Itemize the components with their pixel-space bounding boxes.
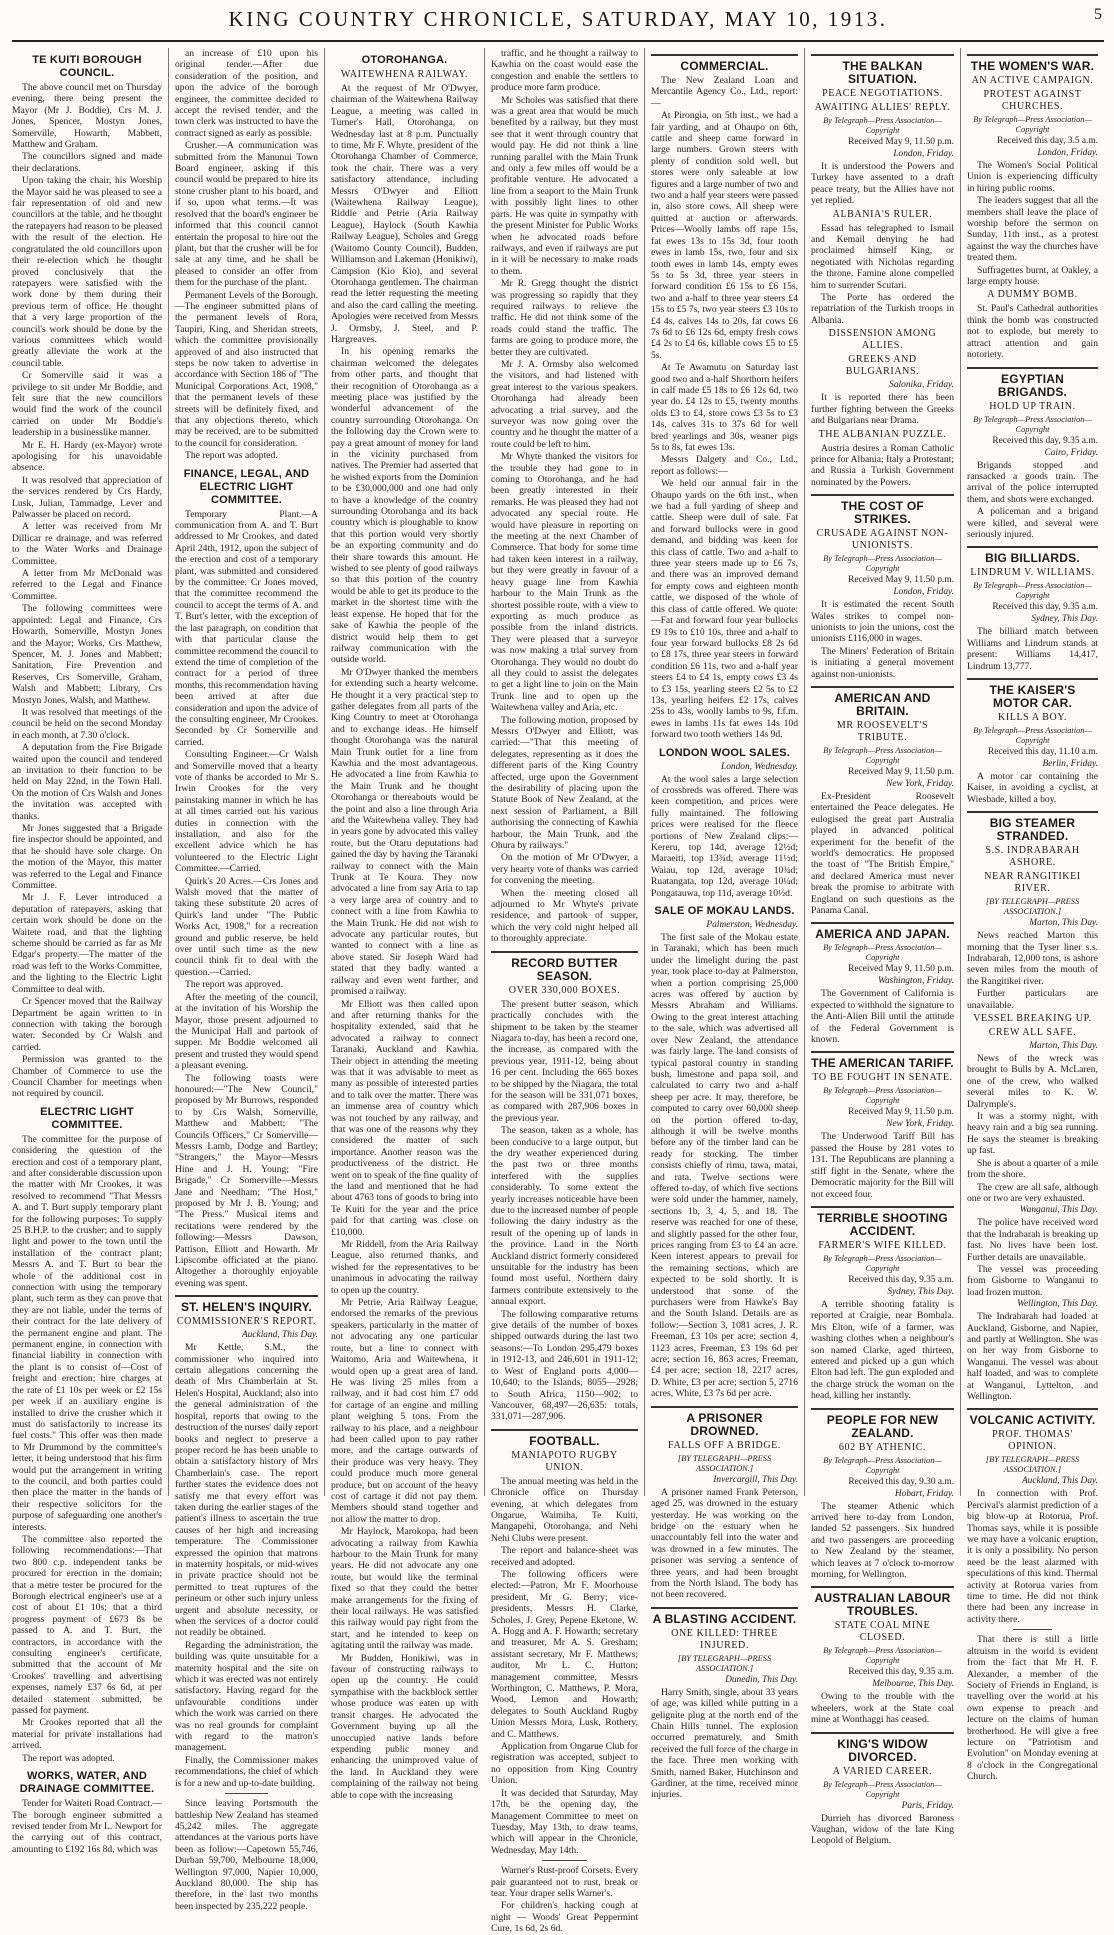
article-paragraph: Mr Scholes was satisfied that there was a great area that would be much benefited by a railway, but they must see that it went through country that would pay. He did not think a line running parallel with the Main Trunk and only a few miles off would be a profitable venture. He advocated a line from a seaport to the Main Trunk with possibly light lines to other parts. He was quite in sympathy with the present Minister for Public Works when he advocated roads before railways, and even if railways are put in it will be necessary to make roads to them. [491, 94, 638, 277]
article-paragraph: The above council met on Thursday evening, there being present the Mayor (Mr J. Boddie), Crs M. J. Jones, Spencer, Mostyn Jones, Somerville, Howarth, Mabbett, Matthew and Graham. [12, 82, 162, 151]
wire-credit: By Telegraph—Press Association—Copyright [823, 1646, 942, 1666]
article-paragraph: The present butter season, which practically concludes with the shipment to be taken by the steamer Niagara to-day, has been a record one, the increase, as compared with the previous year, 1911-12, being about 16 per cent. Including the 665 boxes to be shipped by the Niagara, the total for the season will be 331,071 boxes, as compared with 287,906 boxes in the previous year. [491, 998, 638, 1124]
article-paragraph: A letter was received from Mr Dillicar re drainage, and was referred to the Water Works and Drainage Committee. [12, 521, 162, 567]
article-headline: TERRIBLE SHOOTING ACCIDENT. [811, 1206, 954, 1238]
article-paragraph: At Pirongia, on 5th inst., we had a fair yarding, and at Ohaupo on 6th, cattle and sheep came forward in large numbers. Grown steers with plenty of condition sold well, but stores were only saleable at low figures and a large number of two and two and a half year steers were passed in, also store cows. All sheep were quitted at auction or afterwards. Prices—Woolly lambs off rape 15s, fat ewes 13s to 15s 3d, four tooth ewes in lamb 15s, two, four and six tooth ewes in lamb 14s, empty ewes 5s to 5s 3d, three year steers in forward condition £6 15s to £6 15s, two and a-half to three year steers £4 15s to £5 7s, two year steers £3 10s to £4 4s, calves 14s to 20s, fat cows £6 7s 6d to £6 12s 6d, empty fresh cows £4 2s to £4 6s, killable cows £5 to £5 5s. [651, 110, 798, 361]
article-headline: FOOTBALL. [491, 1429, 638, 1448]
article-subheading: TO BE FOUGHT IN SENATE. [812, 1072, 953, 1084]
article-paragraph: an increase of £10 upon his original tender.—After due consideration of the position, and upon the advice of the borough engineer, the committee decided to accept the revised tender, and the town clerk was instructed to have the contract signed as early as possible. [175, 48, 318, 139]
article-headline: LONDON WOOL SALES. [658, 746, 791, 759]
article-subheading: ALBANIA'S RULER. [832, 208, 933, 220]
article-paragraph: Mr Crookes reported that all the material for private installations had arrived. [12, 1717, 162, 1752]
article-paragraph: The annual meeting was held in the Chronicle office on Thursday evening, at which delegates from Ongarue, Waimiha, Te Kuiti, Mangapehi, Otorohanga, and Nehi Nehi Clubs were present. [491, 1475, 638, 1544]
article-paragraph: The committee for the purpose of considering the question of the erection and cost of a temporary plant, and after considerable discussion upon the matter with Mr Crookes, it was resolved to recommend "That Messrs A. and T. Burt supply temporary plant for the following purposes: To supply 25 B.H.P. to the crusher; and to supply light and power to the town until the installation of the contract plant; Messrs A. and T. Burt to bear the whole of the additional cost in connection with using the temporary plant, such term as they can prove that they are not liable, under the terms of their contract for the late delivery of the permanent engine and plant. The permanent engine, in connection with financial liability in connection with the plant is to consist of—Cost of freight and erection; hire charges at the rate of £1 10s per week or £2 15s per week if an auxiliary engine is installed to drive the crusher which it must do satisfactorily to increase its fuel costs." This offer was then made to Mr Drummond by the committee's letter, it being understood that his firm would put the arrangement in writing to the council, and both parties could then place the matter in the hands of their respective solicitors for the purpose of safeguarding one another's interests. [12, 1133, 162, 1533]
article-paragraph: A motor car containing the Kaiser, in avoiding a cyclist, at Wiesbade, killed a boy. [967, 770, 1098, 805]
dateline: Salonika, Friday. [889, 380, 954, 391]
article-paragraph: At the wool sales a large selection of crossbreds was offered. There was keen competition, and prices were fully maintained. The following prices were realised for the fleece portions of New Zealand clips:—Kereru, top 14d, average 12½d; Maraeiti, top 13¾d, average 11½d; Waiau, top 12d, average 10¾d; Ruatangata, top 12d, average 10¼d; Pongatauwa, top 11d, average 10½d. [651, 773, 798, 899]
article-subheading: COMMISSIONER'S REPORT. [176, 1316, 317, 1328]
article-paragraph: traffic, and he thought a railway to Kawhia on the coast would ease the congestion and enable the settlers to produce more farm produce. [491, 48, 638, 94]
article-headline: EGYPTIAN BRIGANDS. [967, 367, 1098, 399]
article-paragraph: The Government of California is expected to withhold the signature to the Anti-Alien Bill until the attitude of the Federal Government is known. [811, 988, 954, 1046]
article-paragraph: News of the wreck was brought to Bulls by A. McLaren, one of the crew, who walked several miles to K. W. Dalrymple's. [967, 1053, 1098, 1110]
article-subheading: FARMER'S WIFE KILLED. [818, 1239, 947, 1251]
wire-credit: [BY TELEGRAPH—PRESS ASSOCIATION.] [677, 1453, 772, 1473]
article-paragraph: Messrs Dalgety and Co., Ltd., report as follows:— [651, 454, 798, 477]
article-paragraph: It is reported there has been further fighting between the Greeks and Bulgarians near Drama. [811, 392, 954, 427]
article-headline: THE AMERICAN TARIFF. [811, 1051, 954, 1070]
article-paragraph: Finally, the Commissioner makes recommendations, the chief of which is for a new and up-to-date building. [175, 1754, 318, 1789]
article-paragraph: After the meeting of the council, at the invitation of his Worship the Mayor, those present adjourned to the Municipal Hall and partook of supper. Mr Boddie welcomed all present and trusted they would spend a pleasant evening. [175, 991, 318, 1072]
wire-credit: By Telegraph—Press Association—Copyright [823, 1253, 942, 1273]
article-paragraph: It is understood the Powers and Turkey have assented to a draft peace treaty, but the Allies have not yet replied. [811, 161, 954, 207]
article-subheading: LINDRUM V. WILLIAMS. [970, 567, 1095, 579]
article-paragraph: It was resolved that meetings of the council be held on the second Monday in each month, at 7.30 o'clock. [12, 706, 162, 741]
article-paragraph: Crusher.—A communication was submitted from the Manunui Town Board engineer, asking if this council would be prepared to hire its stone crusher plant to his board, and if so, upon what terms.—It was resolved that the board's engineer be informed that this council cannot entertain the proposal to hire out the plant, but that the crusher will be for sale at any time, and he shall be pleased to consider an offer from them for the purchase of the plant. [175, 140, 318, 289]
article-paragraph: The following motion, proposed by Messrs O'Dwyer and Elliott, was carried:—"That this meeting of delegates, representing as it does the different parts of the King Country affected, urge upon the Government the desirability of placing upon the Statute Book of New Zealand, at the next session of Parliament, a Bill authorising the connecting of Kawhia harbour, the Main Trunk, and the Ohura by railways." [491, 714, 638, 852]
column-5 [644, 48, 804, 1801]
article-subheading: PEACE NEGOTIATIONS. [822, 88, 943, 99]
article-paragraph: Mr E. H. Hardy (ex-Mayor) wrote apologising for his unavoidable absence. [12, 439, 162, 474]
article-paragraph: Warner's Rust-proof Corsets. Every pair guaranteed not to rust, break or tear. Your draper sells Warner's. [491, 1865, 638, 1899]
article-subheading: A VARIED CAREER. [832, 1765, 933, 1777]
wire-credit: By Telegraph—Press Association—Copyright [823, 554, 942, 574]
dateline: London, Wednesday. [721, 761, 798, 772]
article-paragraph: It was a stormy night, with heavy rain and a big sea running. He says the steamer is breaking up fast. [967, 1111, 1098, 1157]
received-time: Received May 9, 11.50 p.m. [848, 575, 954, 586]
article-headline: BIG STEAMER STRANDED. [967, 811, 1098, 843]
article-subheading: AN ACTIVE CAMPAIGN. [971, 75, 1094, 86]
received-time: Received May 9, 11.50 p.m. [848, 964, 954, 975]
article-paragraph: The crew are all safe, although one or two are very exhausted. [967, 1181, 1098, 1204]
article-paragraph: Cr Spencer moved that the Railway Department be again written to in connection with taking the borough water. Seconded by Cr Walsh and carried. [12, 996, 162, 1053]
article-headline: SALE OF MOKAU LANDS. [654, 905, 795, 918]
article-paragraph: The following committees were appointed: Legal and Finance, Crs Howarth, Somerville, Mostyn Jones and the Mayor; Works, Crs Matthew, Spencer, M. J. Jones and Mabbett; Sanitation, Fire Prevention and Reserves, Crs Somerville, Graham, Walsh and Mabbett; Library, Crs Mostyn Jones, Walsh, and Matthew. [12, 603, 162, 706]
article-paragraph: The committee also reported the following recommendations:—That two 800 c.p. independent tanks be procured for erection in the domain; that a metre tester be procured for the Borough electrical engineer's use at a cost of about £1 10s; that a third progress payment of £673 8s be passed to A. and T. Burt, the contractors, in accordance with the consulting engineer's certificate, submitted that the account of Mr Crookes' travelling and advertising expenses, namely £37 6s 6d, at per detailed statement submitted, be passed for payment. [12, 1533, 162, 1717]
article-paragraph: It is estimated the recent South Wales strikes to compel non-unionists to join the unions, cost the unionists £116,000 in wages. [811, 599, 954, 645]
wire-credit: By Telegraph—Press Association—Copyright [973, 115, 1092, 134]
article-paragraph: Mr Kettle, S.M., the commissioner who inquired into certain allegations concerning the death of Mrs Chamberlain at St. Helen's Hospital, Auckland; also into the general administration of the hospital, reports that owing to the destruction of the nurses' daily report books and neglect to preserve a proper record he has been unable to obtain a satisfactory history of Mrs Chamberlain's case. The report further states the evidence does not satisfy me that every effort was taken during the earlier stages of the patient's illness to ascertain the true causes of her high and increasing temperature. The Commissioner expressed the opinion that matrons in maternity hospitals, or mid-wives in private practice should not be permitted to treat ruptures of the perineum or other such injury unless urgent and absolute necessity, or when the services of a doctor could not readily be obtained. [175, 1342, 318, 1639]
article-subheading: FALLS OFF A BRIDGE. [668, 1439, 781, 1451]
article-paragraph: Mr Jones suggested that a Brigade fire inspector should be appointed, and that he should have sole charge. On the motion of the Mayor, this matter was referred to the Legal and Finance Committee. [12, 823, 162, 892]
article-paragraph: Mr Elliott was then called upon and after returning thanks for the hospitality extended, said that he advocated a railway to connect Taranaki, Auckland and Kawhia. Their object in attending the meeting was that it was advisable to meet as many as possible of interested parties and to talk over the matter. There was an immense area of country which was not touched by any railway, and that was one of the reasons why they considered the matter of such importance. Another reason was the productiveness of the district. He went on to speak of the fine quality of the land and mentioned that he had about 4763 tons of goods to bring into Te Kuiti for the year and the price paid for that carting was close on £10,000. [331, 998, 478, 1238]
article-paragraph: The steamer Athenic which arrived here to-day from London, landed 52 passengers. Six hundred and two passengers are proceeding to New Zealand by the steamer, which leaves at 7 o'clock to-morrow morning, for Wellington. [811, 1500, 954, 1580]
article-paragraph: Essad has telegraphed to Ismail and Kemail denying he had proclaimed himself King, or negotiated with Nicholas regarding the throne. Famine alone compelled him to surrender Scutari. [811, 222, 954, 291]
article-paragraph: Temporary Plant.—A communication from A. and T. Burt addressed to Mr Crookes, and dated April 24th, 1912, upon the subject of the erection and cost of a temporary plant, was submitted and considered by the committee. Cr Jones moved, that the committee recommend the council to accept the terms of A. and T. Burt's letter, with the exception of the last paragraph, on condition that with that particular clause the committee recommend the council to extend the time of completion of the contract for a period of three months, this recommendation having been arrived at after due consideration and upon the advice of the consulting engineer, Mr Crookes. Seconded by Cr Somerville and carried. [175, 508, 318, 748]
dateline: Wanganui, This Day. [1019, 1205, 1098, 1216]
article-paragraph: The report and balance-sheet was received and adopted. [491, 1545, 638, 1568]
article-subheading: HOLD UP TRAIN. [989, 400, 1076, 412]
received-time: Received this day, 9.30 a.m. [848, 1476, 954, 1487]
article-subheading: CRUSADE AGAINST NON-UNIONISTS. [816, 528, 949, 552]
wire-credit: By Telegraph—Press Association—Copyright [823, 943, 942, 963]
article-subheading: MR ROOSEVELT'S TRIBUTE. [836, 719, 929, 743]
article-paragraph: The police have received word that the Indrabarah is breaking up fast. No lives have been lost. Further details are unavailable. [967, 1217, 1098, 1263]
article-headline: RECORD BUTTER SEASON. [491, 951, 638, 983]
wire-credit: By Telegraph—Press Association—Copyright [823, 1086, 942, 1106]
article-headline: ELECTRIC LIGHT COMMITTEE. [40, 1105, 134, 1131]
article-paragraph: A letter from Mr McDonald was referred to the Legal and Finance Committee. [12, 568, 162, 602]
dateline: Sydney, This Day. [1031, 614, 1098, 625]
article-paragraph: For children's hacking cough at night — Woods' Great Peppermint Cure, 1s 6d, 2s 6d. [491, 1900, 638, 1935]
article-paragraph: The billiard match between Williams and Lindrum stands at present: Williams 14,417, Lindrum 13,777. [967, 626, 1098, 672]
article-paragraph: St. Paul's Cathedral authorities think the bomb was constructed not to explode, but merely to attract attention and gain notoriety. [967, 303, 1098, 361]
article-paragraph: Consulting Engineer.—Cr Walsh and Somerville moved that a hearty vote of thanks be accorded to Mr S. Irwin Crookes for the very painstaking manner in which he has at all times carried out his various duties in connection with the installation, and also for the excellent advice which he has volunteered to the Electric Light Committee.—Carried. [175, 749, 318, 875]
article-paragraph: Mr Whyte thanked the visitors for the trouble they had gone to in coming to Otorohanga, and he had been greatly interested in their remarks. He was pleased they had not advocated any special route. He would have pleasure in reporting on the meeting at the next Chamber of Commerce. That body for some time had taken keen interest in a railway, but they were greatly in favour of a heavy guage line from Kawhia harbour to the Main Trunk as the shortest possible route, with a view to exporting as much produce as possible from the inland districts. They were pleased that a surveyor was now making a trial survey from Otorohanga. They would no doubt do all they could to assist the delegates to get a light line to join on the Main Trunk line and to open up the Waitewhena valley and Aria, etc. [491, 451, 638, 714]
newspaper-title: KING COUNTRY CHRONICLE, SATURDAY, MAY 10, 1913. [228, 7, 888, 31]
article-paragraph: Since leaving Portsmouth the battleship New Zealand has steamed 45,242 miles. The aggregate attendances at the various ports have been as follow:—Capetown 55,746, Durban 59,700, Melbourne 18,000, Wellington 97,000, Napier 10,000, Auckland 80,000. The ship has therefore, in the last two months been inspected by 235,222 people. [175, 1798, 318, 1912]
article-paragraph: The season, taken as a whole, has been conducive to a large output, but the dry weather experienced during the past two or three months interfered with the supplies considerably. To some extent the yearly increases noticeable have been due to the increased number of people following the dairy industry as the result of the opening up of lands in the province. Land in the North Auckland district formerly considered unsuitable for the industry has been found most useful. Northern dairy farmers contribute extensively to the annual export. [491, 1125, 638, 1308]
article-paragraph: Ex-President Roosevelt entertained the Peace delegates. He eulogised the great part Australia played in advanced political experiment for the benefit of the world's democratics. He proposed the toast of "The British Empire," and declared America must never break the promise to arbitrate with England on such questions as the Panama Canal. [811, 790, 954, 917]
article-headline: THE WOMEN'S WAR. [967, 54, 1098, 73]
article-subheading: 602 BY ATHENIC. [838, 1441, 927, 1453]
article-paragraph: It was decided that Saturday, May 17th, be the opening day, the Management Committee to meet on Tuesday, May 13th, to draw teams, which will appear in the Chronicle, Wednesday, May 14th. [491, 1787, 638, 1856]
article-paragraph: The leaders suggest that all the members shall leave the place of worship before the sermon on Sunday, 11th inst., as a protest against the way the churches have treated them. [967, 195, 1098, 264]
article-headline: A BLASTING ACCIDENT. [651, 1607, 798, 1626]
column-6 [804, 48, 960, 1847]
article-headline: OTOROHANGA. [361, 54, 448, 66]
received-time: Received May 9, 11.50 p.m. [848, 137, 954, 147]
dateline: Berlin, Friday. [1042, 758, 1098, 769]
article-subheading: OVER 330,000 BOXES. [508, 984, 621, 996]
article-paragraph: Mr Riddell, from the Aria Railway League, also returned thanks, and wished for the representatives to be unanimous in advocating the railway to open up the country. [331, 1239, 478, 1296]
received-time: Received May 9, 11.50 p.m. [848, 1107, 954, 1118]
article-paragraph: Harry Smith, single, about 33 years of age, was killed while putting in a gelignite plug at the north end of the Chain Hills tunnel. The explosion occurred prematurely, and Smith received the full force of the charge in the face. Three men working with Smith, named Baker, Hutchinson and Gardiner, at the time, received minor injuries. [651, 1686, 798, 1801]
received-time: Received May 9, 11.50 p.m. [848, 766, 954, 777]
article-paragraph: News reached Marton this morning that the Tyser liner s.s. Indrabarah, 12,000 tons, is ashore seven miles from the mouth of the Rangitikei river. [967, 930, 1098, 987]
article-paragraph: Owing to the trouble with the wheelers, work at the State coal mine at Wonthaggi has ceased. [811, 1691, 954, 1726]
wire-credit: By Telegraph—Press Association—Copyright [973, 414, 1092, 434]
article-headline: THE COST OF STRIKES. [811, 494, 954, 526]
article-headline: AUSTRALIAN LABOUR TROUBLES. [811, 1586, 954, 1618]
dateline: Auckland, This Day. [241, 1330, 318, 1341]
article-paragraph: The report was approved. [185, 979, 284, 991]
article-paragraph: Permission was granted to the Chamber of Commerce to use the Council Chamber for meetings when not required by council. [12, 1054, 162, 1100]
dateline: Wellington, This Day. [1017, 1299, 1098, 1310]
article-headline: AMERICA AND JAPAN. [811, 922, 954, 941]
article-subheading: DISSENSION AMONG ALLIES. [828, 328, 937, 352]
article-paragraph: Mr O'Dwyer thanked the members for extending such a hearty welcome. He thought it a very practical step to gather delegates from all parts of the King Country to meet at Otorohanga and to exchange ideas. He himself thought Otorohanga was the natural Main Trunk outlet for a line from Kawhia and the most advantageous. He advocated a line from Kawhia to the Main Trunk and he thought Otorohanga or thereabouts would be the point and also a line through Aria and the Waitewhena valley. They had in years gone by advocated this valley route, but the Otaru deputations had gained the day by having the Taranaki railway to connect with the Main Trunk at Te Koura. They now advocated a line from say Aria to tap a very large area of country and to connect with a line from Kawhia to the Main Trunk. He did not wish to advocate any particular routes, but wanted to connect with a line as above stated. Sir Joseph Ward had stated that they badly wanted a railway and even went further, and promised a railway. [331, 666, 478, 998]
article-paragraph: Cr Somerville said it was a privilege to sit under Mr Boddie, and felt sure that the new councillors would find the work of the council carried on under Mr Boddie's leadership in a businesslike manner. [12, 370, 162, 439]
article-paragraph: A deputation from the Fire Brigade waited upon the council and tendered an invitation to their function to be held on May 22nd, in the Town Hall. On the motion of Crs Walsh and Jones the invitation was accepted with thanks. [12, 742, 162, 822]
article-subheading: GREEKS AND BULGARIANS. [845, 354, 920, 378]
article-paragraph: The following comparative returns give details of the number of boxes shipped outwards during the last two seasons:—To London 295,479 boxes in 1912-13, and 246,601 in 1911-12; to West of England ports 4,000—10,640; to the Islands, 8055—2928; to South Africa, 1150—902; to Vancouver, 68,497—26,635: totals, 331,071—287,906. [491, 1308, 638, 1423]
article-paragraph: The Porte has ordered the repatriation of the Turkish troops in Albania. [811, 292, 954, 326]
article-paragraph: Durrieh has divorced Baroness Vaughan, widow of the late King Leopold of Belgium. [811, 1812, 954, 1847]
article-headline: A PRISONER DROWNED. [651, 1406, 798, 1438]
article-paragraph: Suffragettes burnt, at Oakley, a large empty house. [967, 264, 1098, 288]
column-7 [960, 48, 1104, 1783]
section-divider [1013, 1629, 1052, 1630]
article-subheading: CREW ALL SAFE. [988, 1027, 1077, 1039]
article-paragraph: The following officers were elected:—Patron, Mr F. Moorhouse president, Mr G. Berry; vice-presidents, Messrs H. Clarke, Scholes, J. Grey, Pepene Eketone, W. A. Hogg and A. F. Howarth; secretary and treasurer, Mr A. S. Gresham; assistant secretary, Mr F. Matthews; auditor, Mr L. C. Hutton; management committee, Messrs Worthington, C. Matthews, P. Mora, Wood, Lemon and Howarth; delegates to South Auckland Rugby Union Messrs Mora, Lusk, Rothery, and C. Matthews. [491, 1568, 638, 1740]
article-subheading: KILLS A BOY. [998, 711, 1067, 723]
received-time: Received this day, 11.10 a.m. [988, 746, 1098, 757]
dateline: Washington, Friday. [878, 976, 954, 987]
article-paragraph: Application from Ongarue Club for registration was accepted, subject to no opposition from King Country Union. [491, 1741, 638, 1787]
column-2 [168, 48, 324, 1912]
article-paragraph: She is about a quarter of a mile from the shore. [967, 1157, 1098, 1181]
dateline: Marton, This Day. [1029, 918, 1098, 929]
received-time: Received this day, 9.35 a.m. [992, 435, 1098, 446]
article-headline: THE KAISER'S MOTOR CAR. [967, 678, 1098, 710]
article-paragraph: On the motion of Mr O'Dwyer, a very hearty vote of thanks was carried for convening the meeting. [491, 852, 638, 887]
article-headline: THE BALKAN SITUATION. [811, 54, 954, 86]
wire-credit: [BY TELEGRAPH—PRESS ASSOCIATION.] [985, 897, 1080, 917]
article-paragraph: That there is still a little altruism in the world is evident from the fact that Mr H. F. Alexander, a member of the Society of Friends in England, is travelling over the world at his own expense to preach and lecture on the claims of human brotherhood. He will give a free lecture on "Patriotism and Evolution" on Monday evening at 8 o'clock in the Congregational Church. [967, 1634, 1098, 1783]
column-3 [324, 48, 484, 1801]
wire-credit: By Telegraph—Press Association—Copyright [823, 116, 942, 135]
dateline: London, Friday. [893, 149, 954, 159]
received-time: Received this day, 3.5 a.m. [997, 136, 1098, 146]
wire-credit: [BY TELEGRAPH—PRESS ASSOCIATION.] [677, 1653, 772, 1673]
column-4 [484, 48, 644, 1935]
article-headline: AMERICAN AND BRITAIN. [811, 686, 954, 718]
article-headline: FINANCE, LEGAL, AND ELECTRIC LIGHT COMMITTEE. [183, 467, 310, 506]
dateline: Dunedin, This Day. [725, 1674, 798, 1685]
article-paragraph: A policeman and a brigand were killed, and several were seriously injured. [967, 506, 1098, 540]
dateline: Invercargill, This Day. [713, 1474, 798, 1485]
article-paragraph: The Miners' Federation of Britain is initiating a general movement against non-unionists. [811, 645, 954, 680]
page-number: 5 [1094, 6, 1102, 23]
article-paragraph: A terrible shooting fatality is reported at Craigie, near Bombala. Mrs Elton, wife of a farmer, was washing clothes when a neighbour's son named Clarke, aged thirteen, entered and picked up a gun which Elton had left. The gun exploded and the charge struck the woman on the head, killing her instantly. [811, 1298, 954, 1402]
article-paragraph: Austria desires a Roman Catholic prince for Albania; Italy a Protestant; and Russia a Turkish Government nominated by the Powers. [811, 442, 954, 488]
article-subheading: VESSEL BREAKING UP. [973, 1013, 1092, 1025]
wire-credit: By Telegraph—Press Association—Copyright [973, 725, 1092, 745]
dateline: Marton, This Day. [1029, 1041, 1098, 1052]
dateline: Palmerston, Wednesday. [706, 920, 798, 931]
received-time: Received this day, 9.35 a.m. [848, 1274, 954, 1285]
article-subheading: MANIAPOTO RUGBY UNION. [511, 1449, 618, 1473]
article-headline: KING'S WIDOW DIVORCED. [811, 1732, 954, 1764]
dateline: Cairo, Friday. [1044, 447, 1098, 458]
article-subheading: THE ALBANIAN PUZZLE. [818, 428, 947, 440]
article-paragraph: The New Zealand Loan and Mercantile Agency Co., Ltd., report:— [651, 75, 798, 109]
article-paragraph: The report was adopted. [22, 1752, 115, 1764]
wire-credit: By Telegraph—Press Association—Copyright [973, 581, 1092, 601]
wire-credit: [BY TELEGRAPH—PRESS ASSOCIATION.] [985, 1455, 1080, 1475]
dateline: New York, Friday. [886, 778, 954, 789]
article-paragraph: The following toasts were honoured:—"The New Council," proposed by Mr Burrows, responded to by Crs Walsh, Somerville, Matthew and Mabbett; "The Councils Officers," Cr Somerville—Messrs Lamb, Dodge and Bartley; "Strangers," the Mayor—Messrs Hine and J. H. Young; "Fire Brigade," Cr Somerville—Messrs Jane and Needham; "The Host," proposed by Mr J. B. Young; and "The Press." Musical items and recitations were rendered by the following:—Messrs Dawson, Pattison, Elliott and Howarth. Mr Lipscombe officiated at the piano. Altogether a thoroughly enjoyable evening was spent. [175, 1072, 318, 1289]
section-divider [225, 1793, 268, 1794]
dateline: London, Friday. [1037, 148, 1098, 158]
article-paragraph: The Women's Social Political Union is experiencing difficulty in hiring public rooms. [967, 160, 1098, 194]
article-headline: ST. HELEN'S INQUIRY. [175, 1295, 318, 1314]
dateline: Auckland, This Day. [1021, 1476, 1098, 1487]
article-headline: BIG BILLIARDS. [967, 546, 1098, 565]
received-time: Received this day, 9.35 a.m. [992, 602, 1098, 613]
article-paragraph: Further particulars are unavailable. [967, 988, 1098, 1011]
article-headline: TE KUITI BOROUGH COUNCIL. [32, 54, 142, 79]
dateline: London, Friday. [893, 587, 954, 598]
article-paragraph: Mr J. A. Ormsby also welcomed the visitors, and had listened with great interest to the various speakers. Otorohanga had already been advocating a trial survey, and the surveyor was now going over the country and he thought the matter of a route could be left to him. [491, 358, 638, 450]
article-paragraph: The Underwood Tariff Bill has passed the House by 281 votes to 131. The Republicans are planning a stiff fight in the Senate, where the Democratic majority for the Bill will not exceed four. [811, 1131, 954, 1200]
masthead [12, 4, 1104, 42]
dateline: Melbourne, This Day. [872, 1679, 954, 1690]
article-subheading: PROTEST AGAINST CHURCHES. [983, 89, 1082, 112]
article-paragraph: The report was adopted. [185, 450, 278, 462]
wire-credit: By Telegraph—Press Association—Copyright [823, 1455, 942, 1475]
article-subheading: STATE COAL MINE CLOSED. [834, 1620, 931, 1644]
article-headline: PEOPLE FOR NEW ZEALAND. [811, 1408, 954, 1440]
article-paragraph: In connection with Prof. Percival's alarmist prediction of a big blow-up at Rotorua, Prof. Thomas says, while it is possible we may have a volcanic eruption, it is only a possibility. No person need be the least alarmed with speculations of this kind. Thermal activity at Rotorua varies from time to time. He did not think there had been any increase in activity there. [967, 1488, 1098, 1625]
section-divider [542, 1860, 586, 1861]
column-1 [12, 48, 168, 1855]
wire-credit: By Telegraph—Press Association—Copyright [823, 1779, 942, 1799]
article-subheading: S.S. INDRABARAH ASHORE. [985, 845, 1080, 869]
article-subheading: AWAITING ALLIES' REPLY. [814, 102, 951, 113]
article-paragraph: When the meeting closed all adjourned to Mr Whyte's private residence, and partook of supper, which the very cold night helped all to thoroughly appreciate. [491, 887, 638, 945]
article-subheading: A DUMMY BOMB. [987, 289, 1078, 301]
article-paragraph: Mr J. F. Lever introduced a deputation of ratepayers, asking that certain work should be done on the Waitete road, and that the lighting scheme should be carried as far as Mr Edgar's property.—The matter of the road was left to the Works Committee, and the lighting to the Electric Light Committee to deal with. [12, 892, 162, 995]
dateline: Paris, Friday. [901, 1800, 954, 1811]
received-time: Received this day, 9.35 a.m. [848, 1667, 954, 1678]
dateline: Sydney, This Day. [887, 1286, 954, 1297]
article-headline: COMMERCIAL. [651, 54, 798, 73]
article-paragraph: At Te Awamutu on Saturday last good two and a-half Shorthorn heifers in calf made £5 18s to £6 12s 6d, two year do. £4 12s to £5, twenty months olds £3 to £4, store cows £3 5s to £3 14s, calves 31s to 37s 6d for well bred yearlings and 30s, weaner pigs 5s to 8s, fat ewes 13s. [651, 362, 798, 453]
article-subheading: ONE KILLED: THREE INJURED. [671, 1627, 778, 1651]
dateline: Hobart, Friday. [894, 1488, 954, 1499]
article-paragraph: Brigands stopped and ransacked a goods train. The arrival of the police interrupted them, and shots were exchanged. [967, 459, 1098, 505]
article-paragraph: The vessel was proceeding from Gisborne to Wanganui to load frozen mutton. [967, 1263, 1098, 1298]
article-paragraph: The councillors signed and made their declarations. [12, 151, 162, 174]
article-paragraph: We held our annual fair in the Ohaupo yards on the 6th inst., when we had a full yarding of sheep and cattle. Sheep were dull of sale. Fat and forward bullocks were in good demand, and bidding was keen for this class of cattle. Two and a-half to three year steers made up to £6 7s, and there was an improved demand for empty cows and eighteen month cattle, we disposed of the whole of this class of cattle offered. We quote:—Fat and forward four year bullocks £9 19s to £10 10s, three and a-half to four year forward bullocks £8 2s 6d to £8 17s, three year steers in forward condition £6 11s, two and a-half year steers £4 to £4 1s, empty cows £3 4s to £3 15s, yearling steers £2 5s to £2 13s, yearling heifers £2 17s, calves 25s to 43s, woolly lambs to 9s, f.f.m. ewes in lambs 11s fat ewes 14s 10d forward two tooth wethers 14s 9d. [651, 478, 798, 741]
article-headline: VOLCANIC ACTIVITY. [967, 1408, 1098, 1427]
article-paragraph: It was resolved that appreciation of the services rendered by Crs Hardy, Lusk, Julian, Tammadge, Lever and Palwasser be placed on record. [12, 474, 162, 521]
article-paragraph: Mr Haylock, Marokopa, had been advocating a railway from Kawhia harbour to the Main Trunk for many years. He did not advocate any one route, but would like the terminal fixed so that they could the better make arrangements for the fixing of their local railways. He was satisfied this railway would pay right from the start, and he intended to keep on agitating until the railway was made. [331, 1526, 478, 1652]
article-paragraph: At the request of Mr O'Dwyer, chairman of the Waitewhena Railway League, a meeting was called in Turner's Hall, Otorohanga, on Wednesday last at 8 p.m. Punctually to time, Mr F. Whyte, president of the Otorohanga Chamber of Commerce, took the chair. There was a very satisfactory attendance, including Messrs O'Dwyer and Elliott (Waitewhena Railway League), Riddle and Petrie (Aria Railway League), Haylock (South Kawhia Railway League), Scholes and Gregg (Waitomo County Council), Budden, Williamson and Lakeman (Honikiwi), Campsion (Kio Kio), and several Otorohanga gentlemen. The chairman read the letter requesting the meeting and also the card calling the meeting. Apologies were received from Messrs J. Ormsby, J. Steel, and P. Hargreaves. [331, 83, 478, 345]
article-paragraph: Permanent Levels of the Borough.—The engineer submitted plans of the permanent levels of Rora, Taupiri, King, and Sheridan streets, which the committee provisionally approved of and also instructed that steps be now taken to advertise in accordance with Section 186 of "The Municipal Corporations Act, 1908," that the permanent levels of these streets will be definitely fixed, and that any objections thereto, which may be received, are to be submitted to the council for consideration. [175, 289, 318, 449]
dateline: New York, Friday. [886, 1119, 954, 1130]
article-paragraph: Mr Budden, Honikiwi, was in favour of constructing railways to open up the country. He could sympathise with the backblock settler whose produce was eaten up with transit charges. He advocated the Government buying up all the unoccupied native lands before expending public money and enhancing the unimproved value of the land. In Auckland they were complaining of the railway not being able to cope with the increasing [331, 1652, 478, 1801]
article-paragraph: Upon taking the chair, his Worship the Mayor said he was pleased to see a fair representation of old and new councillors at the table, and he thought the ratepayers had reason to be pleased with the result of the election. He congratulated the old councillors upon their re-election which he thought proved conclusively that the ratepayers were satisfied with the work done by them during their previous term of office. He thought that a very large proportion of the council's work should be done by the various committees which would greatly alleviate the work at the council table. [12, 175, 162, 369]
article-paragraph: A prisoner named Frank Peterson, aged 25, was drowned in the estuary yesterday. He was working on the bridge on the estuary when he unaccountably fell into the water and was drowned in a few minutes. The prisoner was serving a sentence of three years, and had been brought from the North Island. The body has not been recovered. [651, 1486, 798, 1601]
columns-container [12, 48, 1104, 1935]
article-paragraph: The Indrabarah had loaded at Auckland, Gisborne, and Napier, and partly at Wellington. She was on her way from Gisborne to Wanganui. The vessel was about half loaded, and was to complete at Wanganui, Lyttelton, and Wellington. [967, 1311, 1098, 1402]
article-paragraph: The first sale of the Mokau estate in Taranaki, which has been much under the limelight during the past year, took place to-day at Palmerston, when a portion comprising 25,000 acres was offered by auction by Messrs Abraham and Williams. Owing to the great interest attaching to the sale, which was advertised all over New Zealand, the attendance was fairly large. The land consists of typical pastoral country in standing bush, limestone and papa soil, and calculated to carry two and a-half sheep per acre. It may, therefore, be computed to carry over 60,000 sheep on the portion offered to-day, although it will be twelve months before any of the timber land can be ready for stocking. The timber consists chiefly of rimu, tawa, matai, and rata. Twelve sections were offered to-day, of which five sections were sold under the hammer, namely, sections 1b, 3, 4, 5, and 18. The reserve was reached for one of these, and slightly passed for the other four, prices ranging from £3 to £4 an acre. Keen interest appears to prevail for the remaining sections, which are expected to be sold shortly. It is understood that some of the purchasers were from Hawke's Bay and the South Island. Details are as follow:—Section 3, 1081 acres, J. R. Freeman, £3 10s per acre; section 4, 1123 acres, Freeman, £3 19s 6d per acre; section 16, 863 acres, Freeman, £4 per acre; section 18, 2217 acres, D. White, £3 per acre; section 5, 2716 acres, White, £3 7s 6d per acre. [651, 932, 798, 1400]
article-paragraph: Tender for Waiteti Road Contract.—The borough engineer submitted a revised tender from Mr L. Newport for the carrying out of this contract, amounting to £192 16s 8d, which was [12, 1798, 162, 1855]
article-paragraph: Quirk's 20 Acres.—Crs Jones and Walsh moved that the matter of taking these substitute 20 acres of Quirk's land under "The Public Works Act, 1908," for a recreation ground and public reserve, be held over until such time as the new council think fit to deal with the question.—Carried. [175, 875, 318, 978]
article-subheading: WAITEWHENA RAILWAY. [340, 69, 469, 80]
wire-credit: By Telegraph—Press Association—Copyright [823, 745, 942, 765]
article-paragraph: Regarding the administration, the building was quite unsuitable for a maternity hospital and the site on which it was erected was not entirely satisfactory. Having regard for the unfavourable conditions under which the work was carried on there was no real grounds for complaint with regard to the matron's management. [175, 1639, 318, 1754]
article-paragraph: Mr R. Gregg thought the district was progressing so rapidly that they required railways to relieve the traffic. He did not think some of the roads could stand the traffic. The farms are going to produce more, the better they are cultivated. [491, 278, 638, 358]
article-paragraph: Mr Petrie, Aria Railway League, endorsed the remarks of the previous speakers, particularly in the matter of not advocating any one particular route, but a line to connect with Waitomo, Aria and Waitewhena, it would open up a great area of land. He was living 25 miles from a railway, and it had cost him £7 odd for cartage of an engine and milling plant weighing 5 tons. From the railway to his place, and a neighbour had been called upon to pay rather more, and the cartage outwards of their produce was very heavy. They could produce much more general produce, but on account of the heavy cost of cartage it did not pay them. Members should stand together and not allow the matter to drop. [331, 1297, 478, 1525]
article-subheading: NEAR RANGITIKEI RIVER. [984, 871, 1081, 895]
article-headline: WORKS, WATER, AND DRAINAGE COMMITTEE. [19, 1770, 155, 1796]
article-subheading: PROF. THOMAS' OPINION. [992, 1429, 1073, 1453]
article-paragraph: In his opening remarks the chairman welcomed the delegates from other parts, and thought that their recognition of Otorohanga as a meeting place was justified by the wonderful advancement of the country surrounding Otorohanga. On the following day the Crown were to pay a great amount of money for land in the vicinity purchased from natives. The Premier had asserted that he wished exports from the Dominion to be £30,000,000 and one had only to have a knowledge of the country surrounding Otorohanga and its back country which is ploughable to know that this portion would very shortly be an exporting community and do their share towards this amount. He wished to see plenty of good railways so that this portion of the country would be able to get its produce to the market in the shortest time with the least expense. He hoped that for the sake of Kawhia the people of the district would help them to get railway communication with the outside world. [331, 346, 478, 666]
